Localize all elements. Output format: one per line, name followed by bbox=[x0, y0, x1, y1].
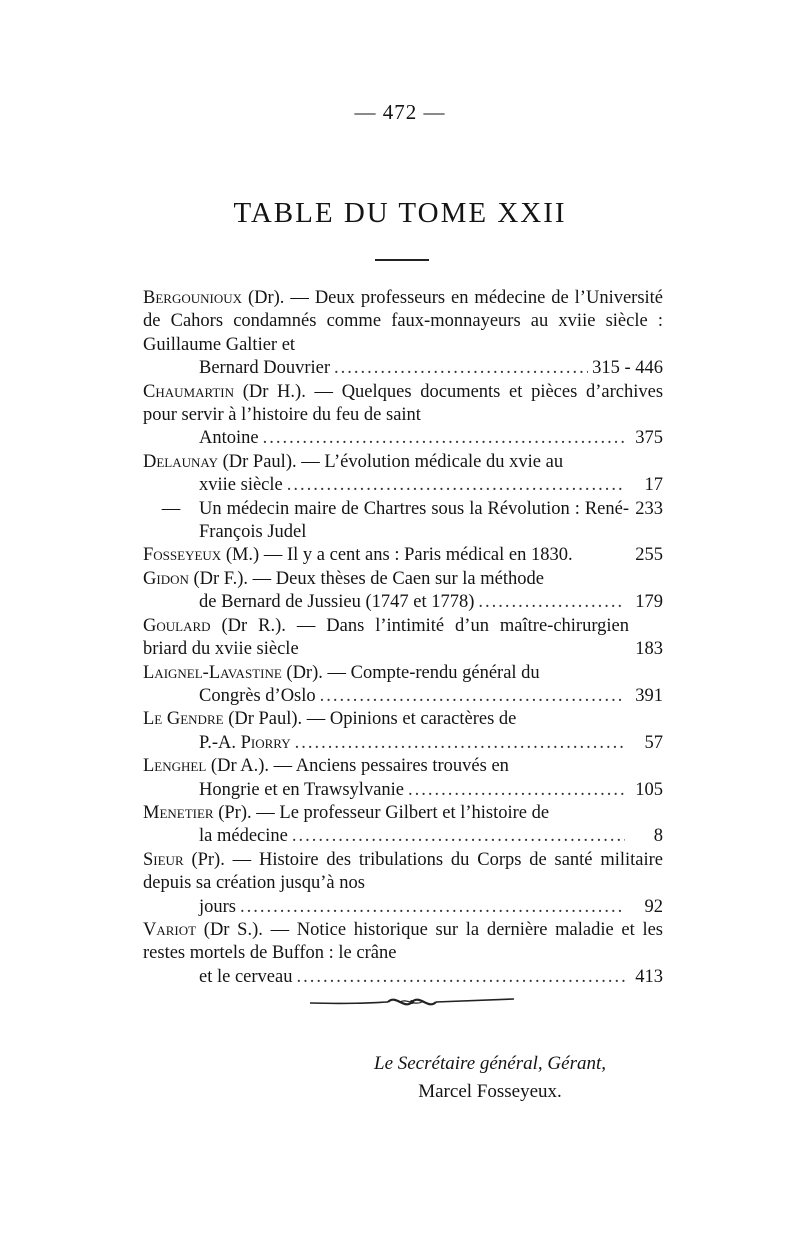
entry-page: 8 bbox=[653, 826, 663, 847]
entry-page: 179 bbox=[635, 592, 663, 613]
entry-title-end: jours bbox=[199, 896, 236, 917]
entry-author: Menetier bbox=[143, 802, 214, 823]
entry-title: — Anciens pessaires trouvés en bbox=[273, 756, 509, 777]
entry-author: Lenghel bbox=[143, 756, 207, 777]
entry-page: 105 bbox=[635, 779, 663, 800]
toc-entry bbox=[143, 755, 663, 802]
entry-page: 391 bbox=[635, 685, 663, 706]
entry-title-end: Bernard Douvrier bbox=[199, 358, 330, 379]
leader-dots bbox=[296, 966, 625, 989]
entry-author: Goulard bbox=[143, 615, 211, 636]
entry-page: 233 bbox=[635, 498, 663, 519]
leader-dots bbox=[478, 591, 625, 614]
entry-honorific: (Dr Paul). bbox=[222, 451, 297, 472]
entry-page: 17 bbox=[644, 475, 663, 496]
entry-honorific: (Dr Paul). bbox=[228, 709, 303, 730]
leader-dots bbox=[295, 732, 625, 755]
leader-dots bbox=[334, 357, 588, 380]
entry-author: Delaunay bbox=[143, 451, 218, 472]
entry-title: — Opinions et caractères de bbox=[306, 709, 517, 730]
entry-title-end: xviie siècle bbox=[199, 475, 283, 496]
entry-title: — L’évolution médicale du xvie au bbox=[301, 451, 564, 472]
toc-entry bbox=[143, 568, 663, 615]
entry-title-end: de Bernard de Jussieu (1747 et 1778) bbox=[199, 592, 475, 613]
toc-entry bbox=[143, 708, 663, 755]
entry-title-end: Congrès d’Oslo bbox=[199, 685, 316, 706]
toc-entry bbox=[143, 919, 663, 989]
entry-honorific: (Dr A.). bbox=[210, 756, 269, 777]
entry-author: Laignel-Lavastine bbox=[143, 662, 282, 683]
toc-entry bbox=[143, 381, 663, 451]
toc-entry bbox=[143, 498, 663, 545]
toc-entry bbox=[143, 849, 663, 919]
entry-title-end: Antoine bbox=[199, 428, 259, 449]
table-of-contents bbox=[143, 287, 663, 989]
signature-name-text: Marcel Fosseyeux. bbox=[418, 1081, 562, 1102]
entry-title: — Histoire des tribulations du Corps de santé militaire depuis sa création jusqu’à nos bbox=[143, 849, 663, 894]
entry-title: — Le professeur Gilbert et l’histoire de bbox=[256, 802, 550, 823]
toc-entry bbox=[143, 287, 663, 381]
entry-title: — Il y a cent ans : Paris médical en 1830. bbox=[263, 545, 573, 566]
entry-author: Sieur bbox=[143, 849, 184, 870]
leader-dots bbox=[240, 896, 625, 919]
entry-honorific: (Dr). bbox=[286, 662, 323, 683]
leader-dots bbox=[292, 825, 625, 848]
entry-title: — Quelques documents et pièces d’archives pour servir à l’histoire du feu de saint bbox=[143, 381, 664, 426]
entry-author: Variot bbox=[143, 919, 197, 940]
entry-title: — Dans l’intimité d’un maître-chirurgien briard du xviie siècle bbox=[143, 615, 630, 660]
entry-page: 413 bbox=[635, 966, 663, 987]
entry-honorific: (Dr). bbox=[247, 288, 285, 308]
entry-author: Le Gendre bbox=[143, 709, 224, 730]
entry-title: — Compte-rendu général du bbox=[327, 662, 540, 683]
entry-honorific: (Dr S.). bbox=[203, 919, 263, 940]
toc-entry bbox=[143, 802, 663, 849]
entry-author: Bergounioux bbox=[143, 288, 242, 308]
entry-honorific: (Dr H.). bbox=[242, 381, 306, 402]
entry-page: 183 bbox=[635, 639, 663, 660]
ditto-dash: — bbox=[161, 498, 181, 519]
signature-block bbox=[350, 1050, 630, 1106]
leader-dots bbox=[287, 474, 625, 497]
entry-honorific: (Pr). bbox=[218, 802, 252, 823]
entry-title: — Notice historique sur la dernière maladie et les restes mortels de Buffon : le crâne bbox=[143, 919, 663, 964]
toc-entry bbox=[143, 451, 663, 498]
entry-page: 92 bbox=[644, 896, 663, 917]
entry-title: Un médecin maire de Chartres sous la Révolution : René-François Judel bbox=[199, 498, 629, 543]
page-title: TABLE DU TOME XXII bbox=[233, 197, 567, 229]
ornament-divider bbox=[308, 990, 518, 1014]
entry-title: — Deux thèses de Caen sur la méthode bbox=[252, 568, 544, 589]
toc-entry bbox=[143, 662, 663, 709]
entry-honorific: (M.) bbox=[225, 545, 260, 566]
entry-page: 255 bbox=[635, 545, 663, 566]
leader-dots bbox=[320, 685, 625, 708]
signature-role: Le Secrétaire général, Gérant, bbox=[374, 1053, 606, 1074]
toc-entry bbox=[143, 544, 663, 567]
leader-dots bbox=[263, 427, 625, 450]
entry-title: — Deux professeurs en médecine de l’Université de Cahors condamnés comme faux-monnayeurs au xviie siècle : Guillaume Galtier et bbox=[143, 288, 664, 355]
entry-page: 375 bbox=[635, 428, 663, 449]
toc-entry bbox=[143, 615, 663, 662]
entry-title-end: Hongrie et en Trawsylvanie bbox=[199, 779, 405, 800]
entry-author: Gidon bbox=[143, 568, 189, 589]
entry-page: 315 - 446 bbox=[592, 358, 663, 379]
entry-author: Chaumartin bbox=[143, 381, 234, 402]
entry-title-end: P.-A. Piorry bbox=[199, 732, 291, 753]
entry-author: Fosseyeux bbox=[143, 545, 222, 566]
entry-honorific: (Pr). bbox=[191, 849, 225, 870]
leader-dots bbox=[408, 779, 625, 802]
signature-name bbox=[350, 1078, 630, 1106]
page-number: — 472 — bbox=[354, 100, 446, 124]
title-rule bbox=[375, 259, 429, 261]
entry-title-end: et le cerveau bbox=[199, 966, 293, 987]
entry-title-end: la médecine bbox=[199, 826, 288, 847]
entry-honorific: (Dr R.). bbox=[221, 615, 286, 636]
entry-page: 57 bbox=[644, 732, 663, 753]
entry-honorific: (Dr F.). bbox=[193, 568, 249, 589]
